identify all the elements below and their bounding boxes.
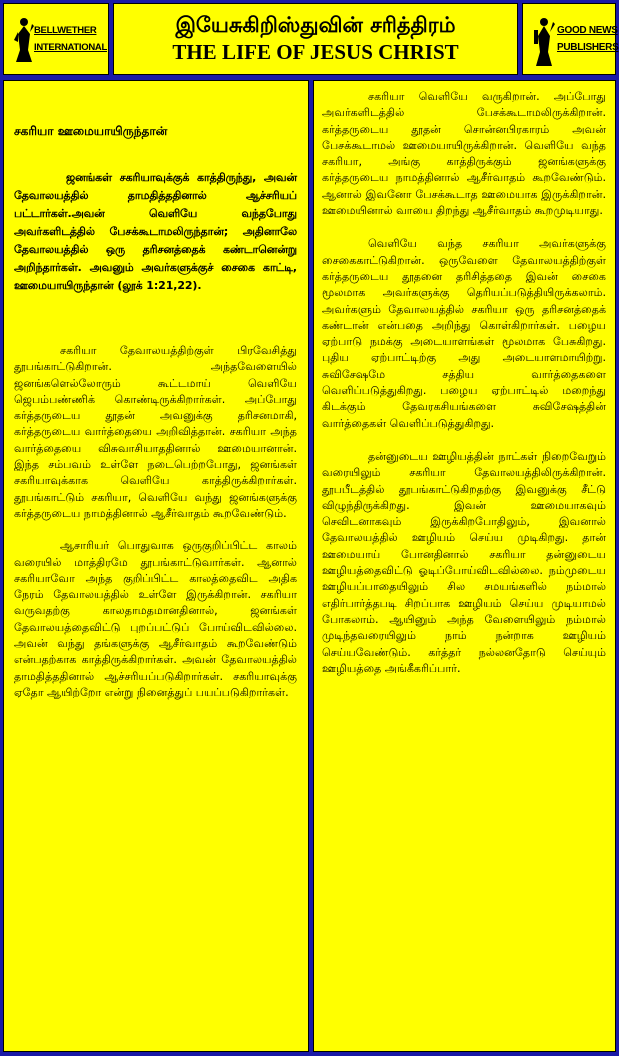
page-title-tamil: இயேசுகிறிஸ்துவின் சரித்திரம்: [175, 12, 456, 37]
paragraph: சகரியா தேவாலயத்திற்குள் பிரவேசித்து தூபங்காட்டுகிறான். அந்தவேளையில் ஜனங்களெல்லோரும் கூட்டமாய் வெளியே ஜெபம்பண்ணிக் கொண்டிருக்கிறார்கள். அப்போது கர்த்தருடைய தூதன் அவனுக்கு தரிசனமாகி, கர்த்தருடைய வார்த்தையை அறிவித்தான். சகரியா அந்த வார்த்தையை விசுவாசியாததினால் ஊமையானான். இந்த சம்பவம் உள்ளே நடைபெற்றபோது, ஜனங்கள் சகரியாவுக்காக வெளியே காத்திருக்கிறார்கள். தூபங்காட்டும் சகரியா, வெளியே வந்து ஜனங்களுக்கு கர்த்தருடைய நாமத்தினால் ஆசீர்வாதம் கூறவேண்டும்.: [14, 344, 297, 520]
bellwether-line1: BELLWETHER: [34, 25, 97, 36]
page-title-english: THE LIFE OF JESUS CHRIST: [172, 40, 459, 64]
paragraph: சகரியா வெளியே வருகிறான். அப்போது அவர்களிடத்தில் பேசக்கூடாமலிருக்கிறான். கர்த்தருடைய தூதன் சொன்னபிரகாரம் அவன் பேசக்கூடாமல் ஊமையாயிருக்கிறான். வெளியே வந்த சகரியா, அங்கு காத்திருக்கும் ஜனங்களுக்கு கர்த்தருடைய நாமத்தினால் ஆசீர்வாதம் கூறவேண்டும். ஆனால் இவனோ பேசக்கூடாத ஊமையாக இருக்கிறான். ஊமையினால் வாயை திறந்து ஆசீர்வாதம் கூறமுடியாது.: [322, 90, 606, 218]
right-column: [313, 80, 616, 1052]
bellwether-figure-icon: [12, 16, 36, 64]
title-panel: [113, 3, 518, 75]
paragraph: தன்னுடைய ஊழியத்தின் நாட்கள் நிறைவேறும் வரையிலும் சகரியா தேவாலயத்திலிருக்கிறான். தூபபீடத்தில் தூபங்காட்டுகிறதற்கு இவனுக்கு சீட்டு விழுந்திருக்கிறது. இவன் ஊமையாகவும் செவிடனாகவும் இருக்கிறபோதிலும், இவனால் தேவாலயத்தில் ஊழியம் செய்ய முடிகிறது. தான் ஊமையாய் போனதினால் சகரியா தன்னுடைய ஊழியத்தைவிட்டு ஓடிப்போய்விடவில்லை. நம்முடைய ஊழியப்பாதையிலும் சில சமயங்களில் நம்மால் எதிர்பார்த்தபடி சிறப்பாக ஊழியம் செய்ய முடியாமல் போகலாம். ஆயினும் அந்த வேளையிலும் நம்மால் முடிந்தவரையிலும் நாம் நன்றாக ஊழியம் செய்யவேண்டும். கர்த்தர் நல்லனதோடு செய்யும் ஊழியத்தை அங்கீகரிப்பார்.: [322, 449, 606, 675]
bellwether-line2: INTERNATIONAL: [34, 42, 107, 53]
good-news-logo-text: [557, 22, 618, 56]
right-column-content: [322, 89, 606, 694]
section-heading: சகரியா ஊமையாயிருந்தான்: [14, 124, 168, 138]
bellwether-logo: [10, 12, 106, 68]
paragraph: வெளியே வந்த சகரியா அவர்களுக்கு சைகைகாட்டுகிறான். ஒருவேளை தேவாலயத்திற்குள் கர்த்தருடைய தூதனை தரிசித்ததை இவன் சைகை மூலமாக அவர்களுக்கு தெரியப்படுத்தியிருக்கலாம். அவர்களும் தேவாலயத்தில் சகரியா ஒரு தரிசனத்தைக் கண்டான் என்பதை அறிந்து கொள்கிறார்கள். பழைய ஏற்பாடு நமக்கு அடையாளங்கள் மூலமாக பேசுகிறது. புதிய ஏற்பாட்டிற்கு அது அடையாளமாயிற்று. சுவிசேஷமே சத்திய வார்த்தைகளை வெளிப்படுத்துகிறது. பழைய ஏற்பாட்டில் மறைந்து கிடக்கும் தேவரகசியங்களை சுவிசேஷத்தின் வார்த்தைகள் வெளிப்படுத்துகிறது.: [322, 237, 606, 430]
bellwether-logo-panel: [3, 3, 109, 75]
bellwether-logo-text: [34, 22, 107, 56]
left-column: [3, 80, 309, 1052]
news-crier-figure-icon: [531, 16, 555, 68]
good-news-line1: GOOD NEWS: [557, 25, 618, 36]
good-news-logo: [529, 12, 619, 68]
good-news-logo-panel: [522, 3, 619, 75]
paragraph: ஆசாரியர் பொதுவாக ஒருகுறிப்பிட்ட காலம் வரையில் மாத்திரமே தூபங்காட்டுவார்கள். ஆனால் சகரியாவோ அந்த குறிப்பிட்ட காலத்தைவிட அதிக நேரம் தேவாலயத்தில் உள்ளே இருக்கிறான். சகரியா வருவதற்கு காலதாமதமானதினால், ஜனங்கள் தேவாலயத்தைவிட்டு புறப்பட்டுப் போய்விடவில்லை. அவன் வந்து தங்களுக்கு ஆசீர்வாதம் கூறவேண்டும் என்பதற்காக காத்திருக்கிறார்கள். அவன் தேவாலயத்தில் தாமதித்ததினால் ஆச்சரியப்படுகிறார்கள். சகரியாவுக்கு ஏதோ ஆயிற்றோ என்று நினைத்துப் பயப்படுகிறார்கள்.: [14, 539, 297, 699]
left-column-content: [14, 123, 297, 717]
scripture-quote: ஜனங்கள் சகரியாவுக்குக் காத்திருந்து, அவன் தேவாலயத்தில் தாமதித்ததினால் ஆச்சரியப் பட்டார்கள்.அவன் வெளியே வந்தபோது அவர்களிடத்தில் பேசக்கூடாமலிருந்தான்; அதினாலே தேவாலயத்தில் ஒரு தரிசனத்தைக் கண்டானென்று அறிந்தார்கள். அவனும் அவர்களுக்குச் சைகை காட்டி, ஊமையாயிருந்தான் (லூக் 1:21,22).: [14, 171, 297, 292]
good-news-line2: PUBLISHERS: [557, 42, 619, 53]
